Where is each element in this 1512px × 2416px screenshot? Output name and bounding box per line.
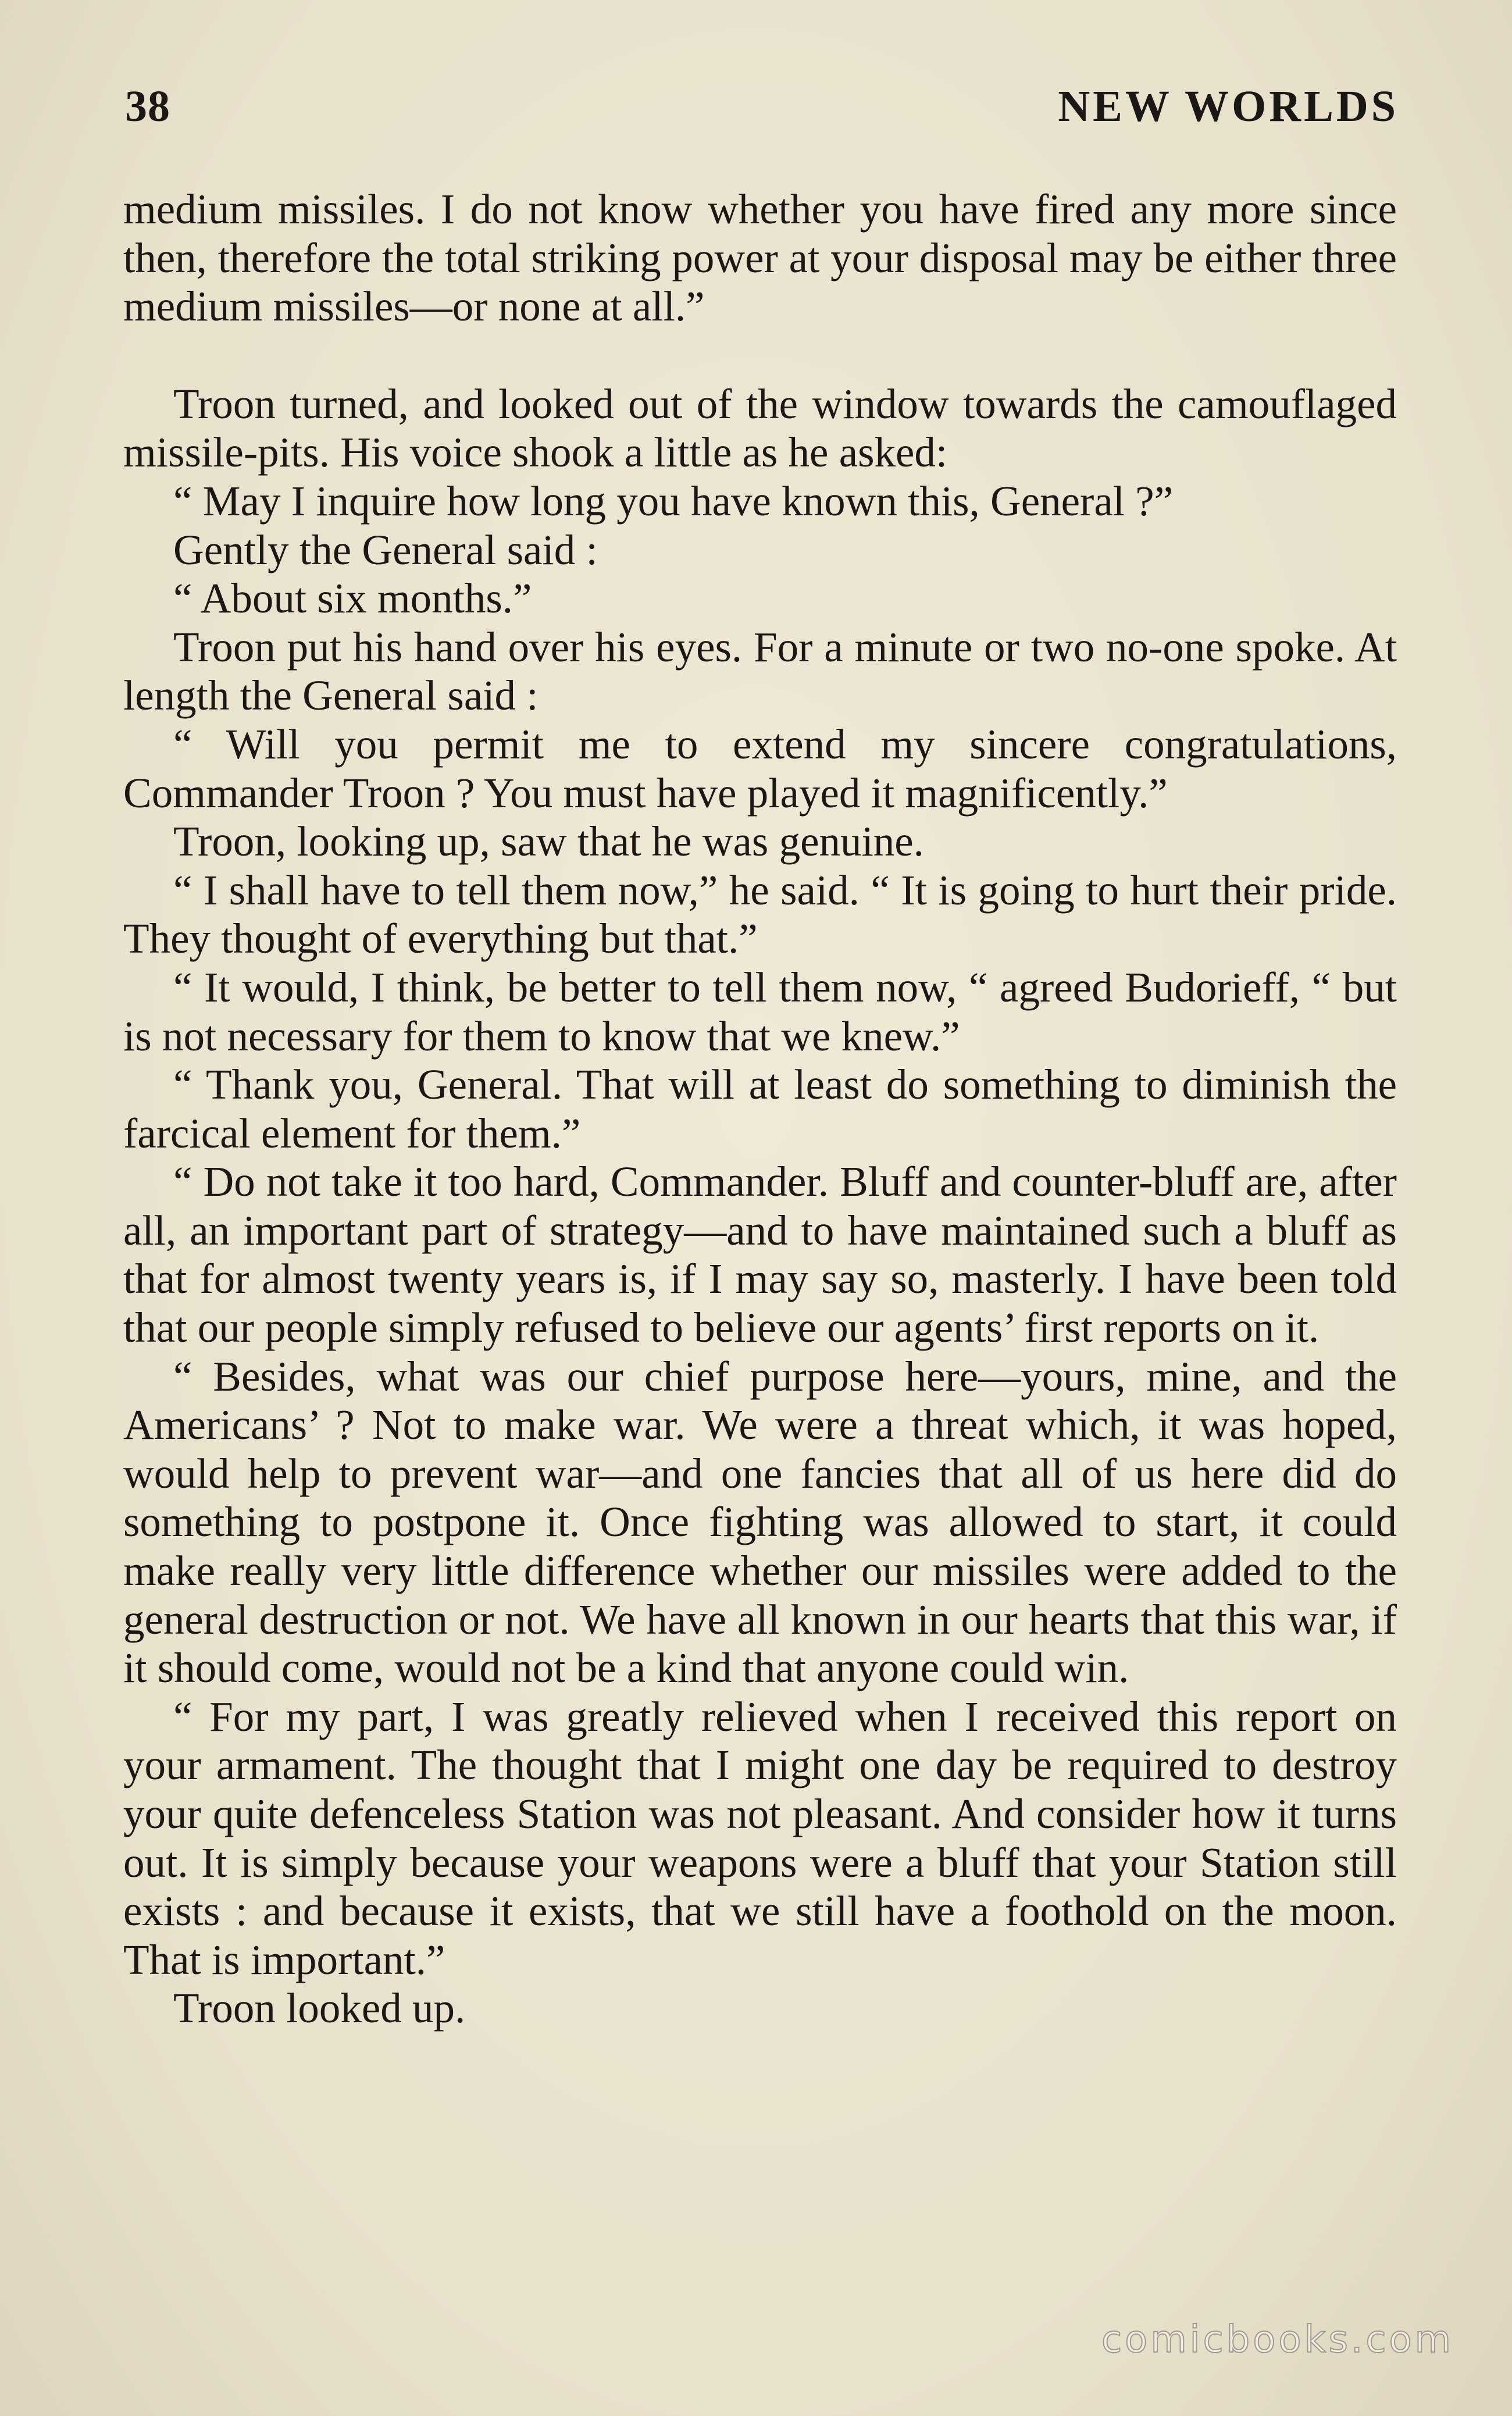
- journal-title: NEW WORLDS: [1058, 82, 1399, 131]
- paragraph: “ It would, I think, be better to tell them now, “ agreed Budorieff, “ but is not necessary for them to know that we knew.”: [123, 963, 1397, 1060]
- page-number: 38: [125, 82, 170, 131]
- paragraph: “ Do not take it too hard, Commander. Bluff and counter-bluff are, after all, an important part of strategy—and to have maintained such a bluff as that for almost twenty years is, if I may say so, masterly. I have been told that our people simply refused to believe our agents’ first reports on it.: [123, 1158, 1397, 1352]
- paragraph: “ Will you permit me to extend my sincere congratulations, Commander Troon ? You must have played it magnificently.”: [123, 720, 1397, 817]
- paragraph: Troon turned, and looked out of the window towards the camouflaged missile-pits. His voice shook a little as he asked:: [123, 380, 1397, 476]
- site-watermark: comicbooks.com: [1101, 2318, 1454, 2361]
- running-head: [125, 81, 1399, 145]
- body-text: [123, 185, 1397, 2033]
- paragraph: “ Besides, what was our chief purpose here—yours, mine, and the Americans’ ? Not to make war. We were a threat which, it was hoped, would help to prevent war—and one fancies that all of us here did do something to postpone it. Once fighting was allowed to start, it could make really very little difference whether our missiles were added to the general destruction or not. We have all known in our hearts that this war, if it should come, would not be a kind that anyone could win.: [123, 1352, 1397, 1692]
- paragraph: Troon put his hand over his eyes. For a minute or two no-one spoke. At length the General said :: [123, 623, 1397, 719]
- paragraph: “ Thank you, General. That will at least do something to diminish the farcical element for them.”: [123, 1061, 1397, 1157]
- paragraph: “ For my part, I was greatly relieved when I received this report on your armament. The thought that I might one day be required to destroy your quite defenceless Station was not pleasant. And consider how it turns out. It is simply because your weapons were a bluff that your Station still exists : and because it exists, that we still have a foothold on the moon. That is important.”: [123, 1692, 1397, 1983]
- paragraph: Troon, looking up, saw that he was genuine.: [173, 818, 924, 865]
- paragraph: “ May I inquire how long you have known this, General ?”: [173, 477, 1174, 525]
- paragraph: “ I shall have to tell them now,” he said. “ It is going to hurt their pride. They thought of everything but that.”: [123, 866, 1397, 963]
- paragraph: Gently the General said :: [173, 526, 598, 573]
- paragraph: Troon looked up.: [173, 1984, 466, 2032]
- paragraph: medium missiles. I do not know whether you have fired any more since then, therefore the total striking power at your disposal may be either three medium missiles—or none at all.”: [123, 186, 1397, 330]
- paragraph: “ About six months.”: [173, 575, 532, 622]
